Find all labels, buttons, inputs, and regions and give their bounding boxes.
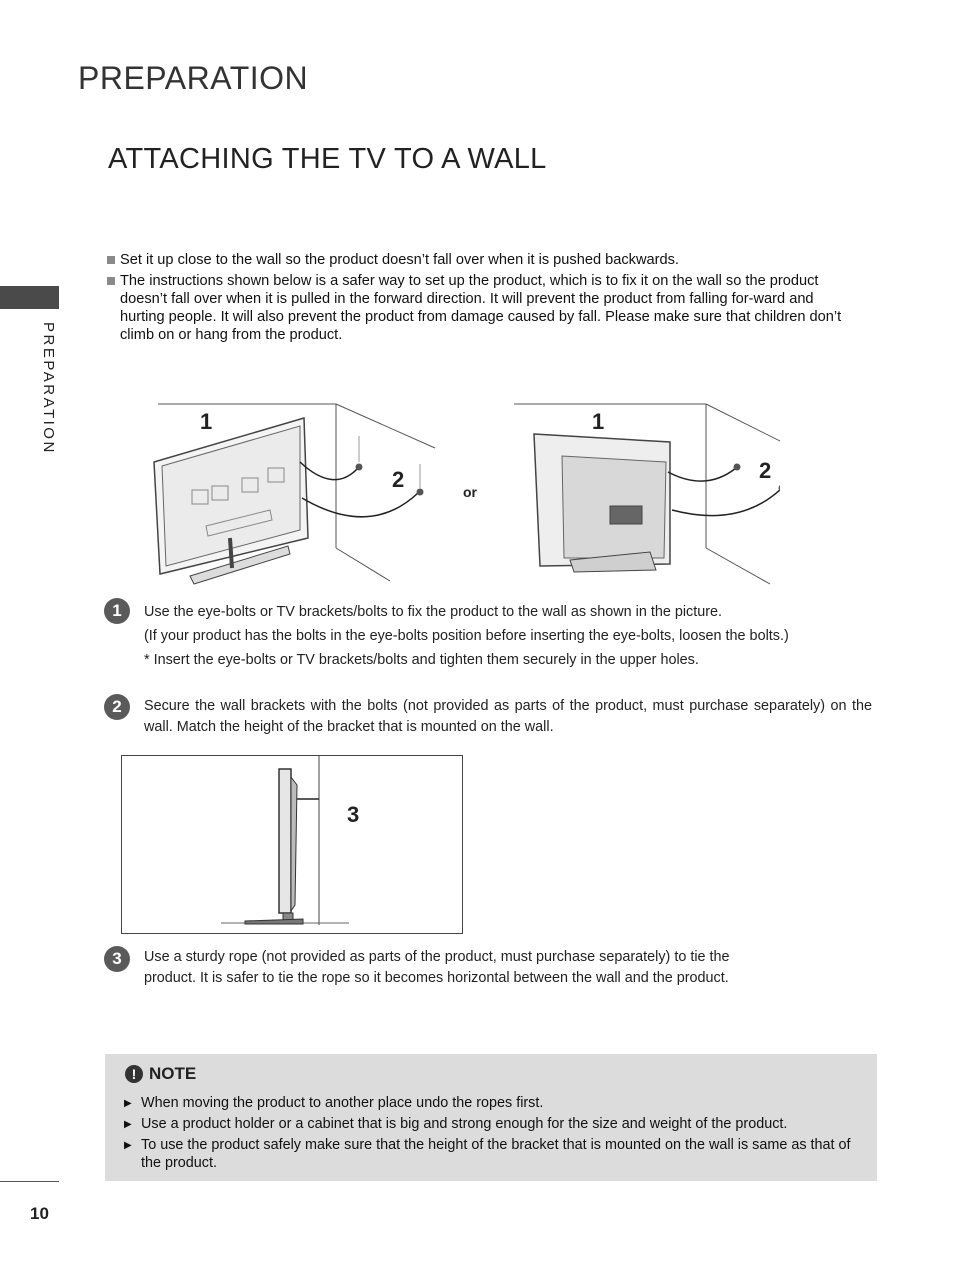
side-view-illustration bbox=[121, 755, 463, 935]
note-item: ▶ When moving the product to another place undo the ropes first. bbox=[123, 1094, 871, 1112]
step-2-text: Secure the wall brackets with the bolts (not provided as parts of the product, must purchase separately) on the wall. Match the height of the bracket that is mounted on the wall. bbox=[144, 698, 872, 735]
step-1-badge: 1 bbox=[104, 598, 130, 624]
figure-label-1-right: 1 bbox=[592, 409, 605, 434]
intro-bullet: Set it up close to the wall so the product doesn’t fall over when it is pushed backwards. bbox=[106, 251, 846, 269]
note-item: ▶ To use the product safely make sure that the height of the bracket that is mounted on the wall is same as that of the product. bbox=[123, 1136, 871, 1172]
note-header bbox=[125, 1064, 196, 1084]
note-title: NOTE bbox=[149, 1064, 197, 1083]
figure-label-3: 3 bbox=[347, 802, 360, 827]
step-1-text bbox=[144, 600, 884, 672]
side-tab-marker bbox=[0, 286, 59, 309]
note-box bbox=[105, 1054, 877, 1181]
step-1-line: (If your product has the bolts in the eye-bolts position before inserting the eye-bolts, loosen the bolts.) bbox=[144, 628, 789, 644]
exclamation-icon: ! bbox=[125, 1065, 143, 1083]
figure-label-2-right: 2 bbox=[759, 458, 772, 483]
intro-bullet: The instructions shown below is a safer way to set up the product, which is to fix it on the wall so the product doesn’t fall over when it is pulled in the forward direction. It will prevent the product from falling for-ward and hurting people. It will also prevent the product from damage caused by fall. Please make sure that children don’t climb on or hang from the product. bbox=[106, 272, 846, 344]
figure-label-2-left: 2 bbox=[392, 467, 405, 492]
figure-label-1-left: 1 bbox=[200, 409, 213, 434]
intro-bullet-list bbox=[106, 251, 846, 347]
step-1-line: Use the eye-bolts or TV brackets/bolts to fix the product to the wall as shown in the picture. bbox=[144, 604, 723, 620]
note-item: ▶ Use a product holder or a cabinet that is big and strong enough for the size and weight of the product. bbox=[123, 1115, 871, 1133]
section-title: PREPARATION bbox=[78, 60, 309, 96]
note-list bbox=[123, 1094, 871, 1175]
page-title: ATTACHING THE TV TO A WALL bbox=[108, 143, 547, 175]
side-section-label: PREPARATION bbox=[40, 322, 57, 455]
page-number: 10 bbox=[30, 1204, 49, 1223]
footer-rule bbox=[0, 1181, 59, 1182]
step-1-line: * Insert the eye-bolts or TV brackets/bolts and tighten them securely in the upper holes. bbox=[144, 652, 699, 668]
figure-or-label: or bbox=[463, 484, 477, 500]
step-2-badge: 2 bbox=[104, 694, 130, 720]
step-3-text: Use a sturdy rope (not provided as parts of the product, must purchase separately) to tie the product. It is safer to tie the rope so it becomes horizontal between the wall and the product. bbox=[144, 949, 730, 986]
step-3-badge: 3 bbox=[104, 946, 130, 972]
